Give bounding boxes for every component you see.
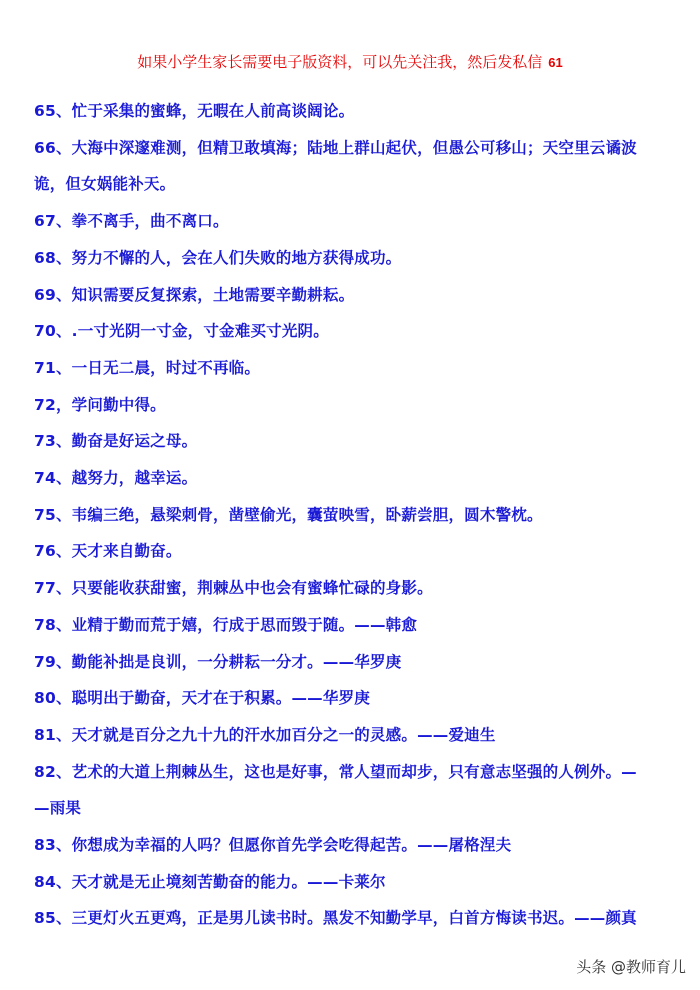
list-item: 67、拳不离手，曲不离口。 (34, 212, 229, 231)
quote-list (34, 93, 674, 937)
list-item: 74、越努力，越幸运。 (34, 469, 198, 488)
list-item: 77、只要能收获甜蜜，荆棘丛中也会有蜜蜂忙碌的身影。 (34, 579, 433, 598)
list-item: 76、天才来自勤奋。 (34, 542, 182, 561)
list-item: 69、知识需要反复探索，土地需要辛勤耕耘。 (34, 285, 355, 304)
list-item: 诡，但女娲能补天。 (34, 175, 176, 194)
list-item: 72，学问勤中得。 (34, 395, 166, 414)
list-item: 71、一日无二晨，时过不再临。 (34, 358, 261, 377)
list-item: 83、你想成为幸福的人吗？但愿你首先学会吃得起苦。——屠格涅夫 (34, 836, 512, 855)
page-header (0, 52, 700, 73)
page-number: 61 (548, 55, 563, 70)
list-item: 70、.一寸光阴一寸金，寸金难买寸光阴。 (34, 322, 329, 341)
list-item: 78、业精于勤而荒于嬉，行成于思而毁于随。——韩愈 (34, 615, 418, 634)
list-item: 82、艺术的大道上荆棘丛生，这也是好事，常人望而却步，只有意志坚强的人例外。— (34, 762, 637, 781)
list-item: 73、勤奋是好运之母。 (34, 432, 198, 451)
list-item: 85、三更灯火五更鸡，正是男儿读书时。黑发不知勤学早，白首方悔读书迟。——颜真 (34, 909, 637, 928)
list-item: 75、韦编三绝，悬梁刺骨，凿壁偷光，囊萤映雪，卧薪尝胆，圆木警枕。 (34, 505, 543, 524)
list-item: 81、天才就是百分之九十九的汗水加百分之一的灵感。——爱迪生 (34, 725, 496, 744)
list-item: 80、聪明出于勤奋，天才在于积累。——华罗庚 (34, 689, 370, 708)
list-item: 66、大海中深邃难测，但精卫敢填海；陆地上群山起伏，但愚公可移山；天空里云谲波 (34, 138, 637, 157)
list-item: —雨果 (34, 799, 82, 818)
list-item: 79、勤能补拙是良训，一分耕耘一分才。——华罗庚 (34, 652, 402, 671)
list-item: 68、努力不懈的人，会在人们失败的地方获得成功。 (34, 248, 402, 267)
header-text: 如果小学生家长需要电子版资料，可以先关注我，然后发私信 (137, 53, 543, 71)
list-item: 65、忙于采集的蜜蜂，无暇在人前高谈阔论。 (34, 102, 355, 120)
watermark: 头条 @教师育儿 (576, 958, 686, 976)
list-item: 84、天才就是无止境刻苦勤奋的能力。——卡莱尔 (34, 872, 386, 891)
